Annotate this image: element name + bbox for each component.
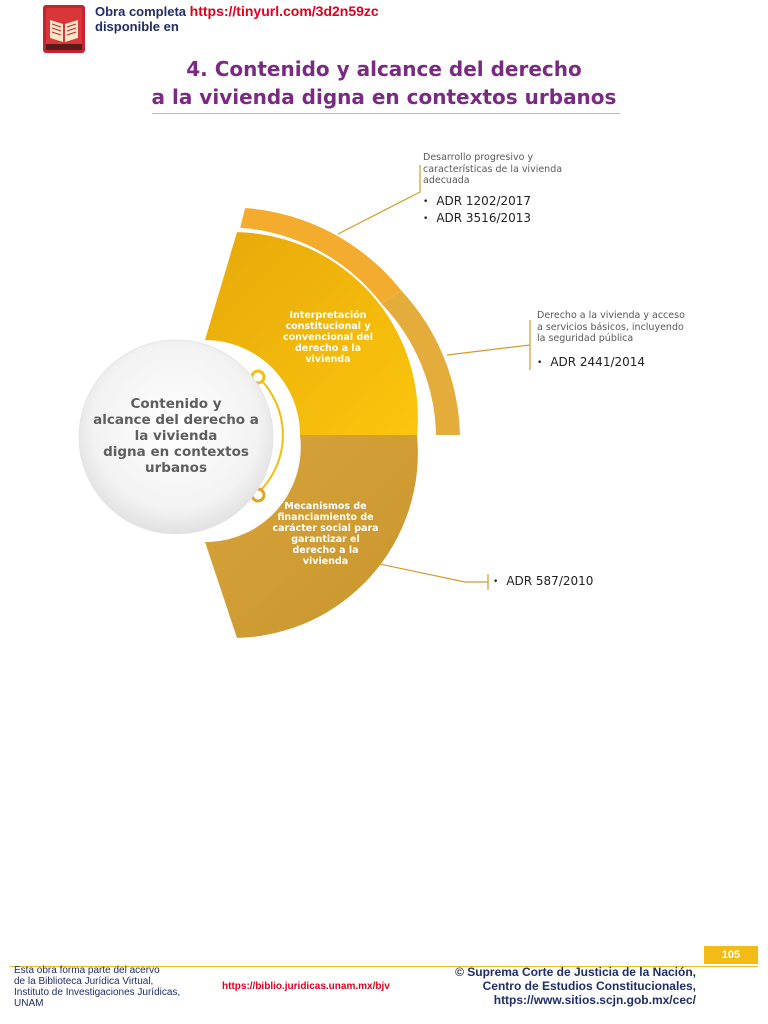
footer-left-line: UNAM (14, 998, 44, 1009)
page-title (0, 55, 768, 111)
segment-top-line: Interpretación (289, 310, 367, 321)
page-number: 105 (704, 946, 758, 964)
title-line-2: a la vivienda digna en contextos urbanos (151, 85, 617, 109)
header-line2: disponible en (95, 19, 179, 34)
footer-right (366, 965, 696, 1007)
segment-top-line: derecho a la (295, 343, 361, 354)
callout-3-cases (493, 574, 593, 591)
segment-top-line: constitucional y (285, 321, 371, 332)
callout-1-title (423, 152, 583, 187)
callout-title-line: la seguridad pública (537, 333, 634, 344)
segment-bottom-line: derecho a la (292, 545, 359, 556)
segment-top-line: convencional del (283, 332, 373, 343)
center-label (91, 396, 261, 476)
callout-title-line: características de la vivienda (423, 163, 563, 175)
callout-title-line: Desarrollo progresivo y (423, 152, 534, 163)
center-line: la vivienda (134, 428, 218, 444)
case-item: • ADR 587/2010 (493, 574, 593, 591)
callout-title-line: Derecho a la vivienda y acceso (537, 310, 685, 321)
diagram (0, 140, 768, 680)
footer-right-line: © Suprema Corte de Justicia de la Nación, (455, 965, 696, 979)
segment-bottom-line: carácter social para (272, 523, 379, 534)
footer-left-line: Esta obra forma parte del acervo (14, 965, 160, 976)
connector-1 (338, 165, 420, 234)
callout-2-cases (537, 355, 645, 372)
segment-top-label (268, 310, 388, 365)
callout-2-title (537, 310, 707, 345)
segment-top-line: vivienda (305, 354, 351, 365)
center-line: urbanos (145, 460, 207, 476)
header-link[interactable]: https://tinyurl.com/3d2n59zc (189, 3, 379, 19)
center-line: digna en contextos (103, 444, 249, 460)
footer-left-line: Instituto de Investigaciones Jurídicas, (14, 987, 181, 998)
case-item: • ADR 3516/2013 (423, 211, 531, 228)
connector-2 (447, 320, 530, 370)
callout-title-line: adecuada (423, 175, 470, 186)
segment-bottom-label (263, 501, 388, 567)
center-line: alcance del derecho a (93, 412, 259, 428)
center-line: Contenido y (130, 396, 222, 412)
header-line1: Obra completa (95, 4, 187, 19)
callout-1-cases (423, 194, 531, 228)
footer-left-line: de la Biblioteca Jurídica Virtual, (14, 976, 154, 987)
case-item: • ADR 2441/2014 (537, 355, 645, 372)
footer-right-link[interactable]: https://www.sitios.scjn.gob.mx/cec/ (493, 993, 696, 1007)
segment-bottom-line: Mecanismos de (284, 501, 367, 512)
segment-bottom-line: vivienda (302, 556, 349, 567)
segment-bottom-line: financiamiento de (277, 512, 374, 523)
segment-bottom-line: garantizar el (291, 534, 360, 545)
callout-title-line: a servicios básicos, incluyendo (537, 321, 684, 333)
title-line-1: 4. Contenido y alcance del derecho (186, 57, 582, 81)
book-logo-icon (42, 4, 86, 54)
footer-link[interactable]: https://biblio.juridicas.unam.mx/bjv (222, 981, 390, 992)
footer-right-line: Centro de Estudios Constitucionales, (482, 979, 696, 993)
title-underline (152, 113, 620, 114)
footer-left (14, 965, 214, 1009)
header-notice (95, 4, 379, 34)
case-item: • ADR 1202/2017 (423, 194, 531, 211)
